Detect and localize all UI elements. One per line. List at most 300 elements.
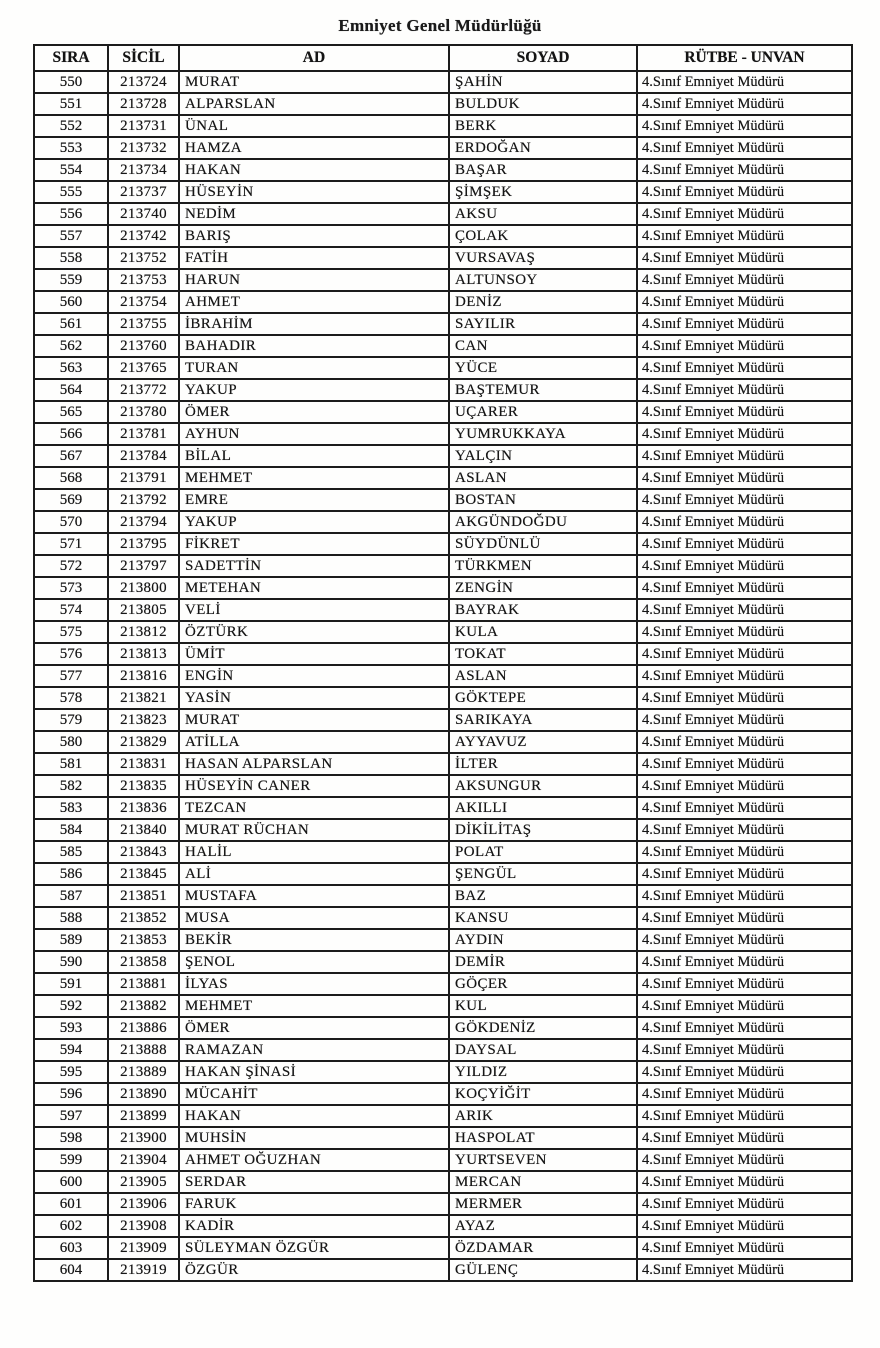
cell-soyad: GÖKDENİZ: [449, 1017, 637, 1039]
cell-sicil: 213904: [108, 1149, 179, 1171]
cell-sira: 598: [34, 1127, 108, 1149]
cell-rutbe: 4.Sınıf Emniyet Müdürü: [637, 1171, 852, 1193]
cell-sira: 595: [34, 1061, 108, 1083]
cell-ad: HAKAN ŞİNASİ: [179, 1061, 449, 1083]
cell-sira: 561: [34, 313, 108, 335]
cell-ad: TEZCAN: [179, 797, 449, 819]
table-row: [34, 159, 852, 181]
cell-sira: 580: [34, 731, 108, 753]
cell-sicil: 213853: [108, 929, 179, 951]
cell-rutbe: 4.Sınıf Emniyet Müdürü: [637, 599, 852, 621]
table-row: [34, 401, 852, 423]
cell-rutbe: 4.Sınıf Emniyet Müdürü: [637, 379, 852, 401]
column-header-sira: SIRA: [34, 45, 108, 71]
cell-sira: 560: [34, 291, 108, 313]
table-row: [34, 291, 852, 313]
cell-sicil: 213797: [108, 555, 179, 577]
cell-sicil: 213843: [108, 841, 179, 863]
cell-soyad: KUL: [449, 995, 637, 1017]
cell-sira: 578: [34, 687, 108, 709]
cell-sicil: 213900: [108, 1127, 179, 1149]
cell-soyad: BAŞAR: [449, 159, 637, 181]
cell-sira: 554: [34, 159, 108, 181]
cell-rutbe: 4.Sınıf Emniyet Müdürü: [637, 753, 852, 775]
cell-sicil: 213840: [108, 819, 179, 841]
cell-sira: 602: [34, 1215, 108, 1237]
cell-sicil: 213821: [108, 687, 179, 709]
cell-soyad: ALTUNSOY: [449, 269, 637, 291]
table-row: [34, 1061, 852, 1083]
cell-soyad: DİKİLİTAŞ: [449, 819, 637, 841]
cell-soyad: KANSU: [449, 907, 637, 929]
table-row: [34, 445, 852, 467]
header-row: [34, 45, 852, 71]
cell-sira: 572: [34, 555, 108, 577]
cell-rutbe: 4.Sınıf Emniyet Müdürü: [637, 819, 852, 841]
cell-sicil: 213886: [108, 1017, 179, 1039]
cell-sicil: 213889: [108, 1061, 179, 1083]
cell-rutbe: 4.Sınıf Emniyet Müdürü: [637, 1149, 852, 1171]
cell-sira: 590: [34, 951, 108, 973]
cell-sira: 576: [34, 643, 108, 665]
cell-soyad: CAN: [449, 335, 637, 357]
cell-soyad: ARIK: [449, 1105, 637, 1127]
cell-rutbe: 4.Sınıf Emniyet Müdürü: [637, 181, 852, 203]
table-row: [34, 731, 852, 753]
cell-rutbe: 4.Sınıf Emniyet Müdürü: [637, 907, 852, 929]
cell-sira: 566: [34, 423, 108, 445]
cell-sicil: 213792: [108, 489, 179, 511]
cell-soyad: ERDOĞAN: [449, 137, 637, 159]
table-body: [34, 71, 852, 1281]
cell-ad: HÜSEYİN: [179, 181, 449, 203]
cell-sira: 586: [34, 863, 108, 885]
cell-sira: 582: [34, 775, 108, 797]
cell-sicil: 213835: [108, 775, 179, 797]
cell-ad: AHMET: [179, 291, 449, 313]
cell-rutbe: 4.Sınıf Emniyet Müdürü: [637, 511, 852, 533]
cell-soyad: BAŞTEMUR: [449, 379, 637, 401]
table-row: [34, 577, 852, 599]
cell-sira: 596: [34, 1083, 108, 1105]
cell-ad: MURAT: [179, 71, 449, 93]
cell-rutbe: 4.Sınıf Emniyet Müdürü: [637, 797, 852, 819]
cell-rutbe: 4.Sınıf Emniyet Müdürü: [637, 1083, 852, 1105]
cell-sira: 587: [34, 885, 108, 907]
cell-ad: ŞENOL: [179, 951, 449, 973]
table-row: [34, 269, 852, 291]
cell-ad: ALİ: [179, 863, 449, 885]
table-row: [34, 775, 852, 797]
cell-rutbe: 4.Sınıf Emniyet Müdürü: [637, 1259, 852, 1281]
table-row: [34, 555, 852, 577]
cell-ad: BİLAL: [179, 445, 449, 467]
cell-ad: MURAT RÜCHAN: [179, 819, 449, 841]
cell-rutbe: 4.Sınıf Emniyet Müdürü: [637, 225, 852, 247]
cell-sicil: 213784: [108, 445, 179, 467]
table-row: [34, 863, 852, 885]
cell-sira: 571: [34, 533, 108, 555]
cell-sicil: 213905: [108, 1171, 179, 1193]
cell-sicil: 213772: [108, 379, 179, 401]
cell-ad: MURAT: [179, 709, 449, 731]
table-row: [34, 1237, 852, 1259]
cell-rutbe: 4.Sınıf Emniyet Müdürü: [637, 445, 852, 467]
cell-ad: HÜSEYİN CANER: [179, 775, 449, 797]
cell-rutbe: 4.Sınıf Emniyet Müdürü: [637, 973, 852, 995]
cell-sira: 597: [34, 1105, 108, 1127]
cell-sira: 562: [34, 335, 108, 357]
cell-ad: İLYAS: [179, 973, 449, 995]
cell-soyad: KOÇYİĞİT: [449, 1083, 637, 1105]
cell-ad: NEDİM: [179, 203, 449, 225]
cell-sira: 599: [34, 1149, 108, 1171]
cell-sira: 569: [34, 489, 108, 511]
table-row: [34, 797, 852, 819]
cell-rutbe: 4.Sınıf Emniyet Müdürü: [637, 1039, 852, 1061]
cell-soyad: SAYILIR: [449, 313, 637, 335]
cell-rutbe: 4.Sınıf Emniyet Müdürü: [637, 885, 852, 907]
cell-ad: YAKUP: [179, 379, 449, 401]
cell-sira: 600: [34, 1171, 108, 1193]
cell-ad: YASİN: [179, 687, 449, 709]
cell-soyad: AKILLI: [449, 797, 637, 819]
cell-sicil: 213906: [108, 1193, 179, 1215]
table-row: [34, 181, 852, 203]
cell-soyad: BULDUK: [449, 93, 637, 115]
cell-soyad: AYAZ: [449, 1215, 637, 1237]
cell-sicil: 213780: [108, 401, 179, 423]
cell-rutbe: 4.Sınıf Emniyet Müdürü: [637, 71, 852, 93]
table-row: [34, 335, 852, 357]
table-row: [34, 951, 852, 973]
cell-ad: ALPARSLAN: [179, 93, 449, 115]
cell-ad: SADETTİN: [179, 555, 449, 577]
table-row: [34, 1039, 852, 1061]
cell-sicil: 213812: [108, 621, 179, 643]
cell-soyad: ŞENGÜL: [449, 863, 637, 885]
cell-rutbe: 4.Sınıf Emniyet Müdürü: [637, 115, 852, 137]
cell-sicil: 213816: [108, 665, 179, 687]
cell-rutbe: 4.Sınıf Emniyet Müdürü: [637, 159, 852, 181]
cell-rutbe: 4.Sınıf Emniyet Müdürü: [637, 137, 852, 159]
cell-sicil: 213831: [108, 753, 179, 775]
table-row: [34, 1149, 852, 1171]
table-row: [34, 467, 852, 489]
cell-sicil: 213858: [108, 951, 179, 973]
table-row: [34, 907, 852, 929]
cell-rutbe: 4.Sınıf Emniyet Müdürü: [637, 731, 852, 753]
table-row: [34, 247, 852, 269]
cell-rutbe: 4.Sınıf Emniyet Müdürü: [637, 203, 852, 225]
cell-soyad: VURSAVAŞ: [449, 247, 637, 269]
cell-soyad: BERK: [449, 115, 637, 137]
cell-soyad: GÖKTEPE: [449, 687, 637, 709]
cell-sira: 550: [34, 71, 108, 93]
cell-sicil: 213781: [108, 423, 179, 445]
table-row: [34, 1259, 852, 1281]
cell-sicil: 213851: [108, 885, 179, 907]
cell-soyad: HASPOLAT: [449, 1127, 637, 1149]
cell-ad: ÜNAL: [179, 115, 449, 137]
cell-rutbe: 4.Sınıf Emniyet Müdürü: [637, 357, 852, 379]
table-row: [34, 1083, 852, 1105]
cell-soyad: DENİZ: [449, 291, 637, 313]
cell-rutbe: 4.Sınıf Emniyet Müdürü: [637, 1105, 852, 1127]
cell-sicil: 213836: [108, 797, 179, 819]
table-row: [34, 203, 852, 225]
cell-ad: HAKAN: [179, 159, 449, 181]
cell-soyad: BOSTAN: [449, 489, 637, 511]
cell-sicil: 213845: [108, 863, 179, 885]
table-row: [34, 929, 852, 951]
cell-rutbe: 4.Sınıf Emniyet Müdürü: [637, 1237, 852, 1259]
cell-sicil: 213805: [108, 599, 179, 621]
cell-soyad: YALÇIN: [449, 445, 637, 467]
cell-sira: 559: [34, 269, 108, 291]
cell-sicil: 213754: [108, 291, 179, 313]
cell-rutbe: 4.Sınıf Emniyet Müdürü: [637, 775, 852, 797]
cell-ad: AHMET OĞUZHAN: [179, 1149, 449, 1171]
cell-sira: 589: [34, 929, 108, 951]
table-row: [34, 1193, 852, 1215]
cell-rutbe: 4.Sınıf Emniyet Müdürü: [637, 313, 852, 335]
table-row: [34, 885, 852, 907]
cell-sira: 583: [34, 797, 108, 819]
column-header-rutbe-unvan: RÜTBE - UNVAN: [637, 45, 852, 71]
column-header-soyad: SOYAD: [449, 45, 637, 71]
cell-soyad: YÜCE: [449, 357, 637, 379]
table-row: [34, 93, 852, 115]
cell-rutbe: 4.Sınıf Emniyet Müdürü: [637, 93, 852, 115]
cell-ad: HARUN: [179, 269, 449, 291]
cell-soyad: SÜYDÜNLÜ: [449, 533, 637, 555]
cell-ad: AYHUN: [179, 423, 449, 445]
cell-rutbe: 4.Sınıf Emniyet Müdürü: [637, 401, 852, 423]
cell-sicil: 213740: [108, 203, 179, 225]
cell-soyad: MERCAN: [449, 1171, 637, 1193]
cell-sira: 579: [34, 709, 108, 731]
cell-sira: 575: [34, 621, 108, 643]
table-row: [34, 643, 852, 665]
cell-ad: RAMAZAN: [179, 1039, 449, 1061]
cell-soyad: SARIKAYA: [449, 709, 637, 731]
cell-ad: SERDAR: [179, 1171, 449, 1193]
cell-ad: MEHMET: [179, 467, 449, 489]
cell-sira: 567: [34, 445, 108, 467]
cell-ad: YAKUP: [179, 511, 449, 533]
cell-soyad: İLTER: [449, 753, 637, 775]
cell-sira: 553: [34, 137, 108, 159]
cell-sicil: 213742: [108, 225, 179, 247]
cell-soyad: GÖÇER: [449, 973, 637, 995]
cell-ad: MÜCAHİT: [179, 1083, 449, 1105]
cell-ad: HALİL: [179, 841, 449, 863]
cell-sira: 563: [34, 357, 108, 379]
cell-rutbe: 4.Sınıf Emniyet Müdürü: [637, 687, 852, 709]
cell-soyad: ÇOLAK: [449, 225, 637, 247]
cell-rutbe: 4.Sınıf Emniyet Müdürü: [637, 467, 852, 489]
cell-sicil: 213899: [108, 1105, 179, 1127]
table-row: [34, 1215, 852, 1237]
cell-soyad: BAZ: [449, 885, 637, 907]
cell-sicil: 213882: [108, 995, 179, 1017]
cell-soyad: DEMİR: [449, 951, 637, 973]
cell-ad: SÜLEYMAN ÖZGÜR: [179, 1237, 449, 1259]
cell-rutbe: 4.Sınıf Emniyet Müdürü: [637, 841, 852, 863]
table-row: [34, 819, 852, 841]
cell-ad: VELİ: [179, 599, 449, 621]
cell-soyad: ŞİMŞEK: [449, 181, 637, 203]
cell-ad: BEKİR: [179, 929, 449, 951]
cell-soyad: AKSUNGUR: [449, 775, 637, 797]
cell-sira: 557: [34, 225, 108, 247]
cell-sicil: 213881: [108, 973, 179, 995]
cell-sicil: 213813: [108, 643, 179, 665]
cell-ad: KADİR: [179, 1215, 449, 1237]
cell-ad: TURAN: [179, 357, 449, 379]
cell-rutbe: 4.Sınıf Emniyet Müdürü: [637, 995, 852, 1017]
cell-ad: HAKAN: [179, 1105, 449, 1127]
cell-sira: 584: [34, 819, 108, 841]
cell-rutbe: 4.Sınıf Emniyet Müdürü: [637, 665, 852, 687]
cell-soyad: DAYSAL: [449, 1039, 637, 1061]
cell-sira: 585: [34, 841, 108, 863]
cell-sira: 558: [34, 247, 108, 269]
cell-sicil: 213909: [108, 1237, 179, 1259]
cell-sicil: 213734: [108, 159, 179, 181]
cell-rutbe: 4.Sınıf Emniyet Müdürü: [637, 247, 852, 269]
cell-sicil: 213829: [108, 731, 179, 753]
table-row: [34, 533, 852, 555]
table-row: [34, 599, 852, 621]
page-title: Emniyet Genel Müdürlüğü: [338, 16, 542, 35]
cell-rutbe: 4.Sınıf Emniyet Müdürü: [637, 555, 852, 577]
cell-rutbe: 4.Sınıf Emniyet Müdürü: [637, 1061, 852, 1083]
cell-sira: 577: [34, 665, 108, 687]
table-row: [34, 995, 852, 1017]
cell-sicil: 213795: [108, 533, 179, 555]
table-row: [34, 1171, 852, 1193]
cell-rutbe: 4.Sınıf Emniyet Müdürü: [637, 709, 852, 731]
table-row: [34, 841, 852, 863]
table-row: [34, 71, 852, 93]
cell-ad: HASAN ALPARSLAN: [179, 753, 449, 775]
cell-soyad: ÖZDAMAR: [449, 1237, 637, 1259]
cell-sicil: 213890: [108, 1083, 179, 1105]
cell-ad: FİKRET: [179, 533, 449, 555]
table-row: [34, 115, 852, 137]
table-row: [34, 621, 852, 643]
cell-sira: 581: [34, 753, 108, 775]
cell-soyad: BAYRAK: [449, 599, 637, 621]
cell-ad: ÜMİT: [179, 643, 449, 665]
cell-sicil: 213732: [108, 137, 179, 159]
cell-rutbe: 4.Sınıf Emniyet Müdürü: [637, 1127, 852, 1149]
cell-rutbe: 4.Sınıf Emniyet Müdürü: [637, 577, 852, 599]
cell-ad: ATİLLA: [179, 731, 449, 753]
cell-ad: ÖZGÜR: [179, 1259, 449, 1281]
cell-rutbe: 4.Sınıf Emniyet Müdürü: [637, 929, 852, 951]
cell-sira: 564: [34, 379, 108, 401]
cell-sira: 555: [34, 181, 108, 203]
column-header-sicil: SİCİL: [108, 45, 179, 71]
cell-sira: 601: [34, 1193, 108, 1215]
cell-sicil: 213794: [108, 511, 179, 533]
cell-ad: MEHMET: [179, 995, 449, 1017]
cell-ad: MUHSİN: [179, 1127, 449, 1149]
cell-ad: MUSTAFA: [179, 885, 449, 907]
cell-ad: ÖZTÜRK: [179, 621, 449, 643]
cell-rutbe: 4.Sınıf Emniyet Müdürü: [637, 1215, 852, 1237]
table-row: [34, 379, 852, 401]
cell-soyad: ASLAN: [449, 665, 637, 687]
column-header-ad: AD: [179, 45, 449, 71]
cell-soyad: AYYAVUZ: [449, 731, 637, 753]
cell-soyad: AKSU: [449, 203, 637, 225]
cell-soyad: MERMER: [449, 1193, 637, 1215]
cell-rutbe: 4.Sınıf Emniyet Müdürü: [637, 335, 852, 357]
table-row: [34, 313, 852, 335]
cell-sicil: 213765: [108, 357, 179, 379]
cell-ad: MUSA: [179, 907, 449, 929]
cell-sicil: 213737: [108, 181, 179, 203]
cell-sicil: 213724: [108, 71, 179, 93]
cell-soyad: AYDIN: [449, 929, 637, 951]
table-row: [34, 709, 852, 731]
cell-sira: 565: [34, 401, 108, 423]
cell-rutbe: 4.Sınıf Emniyet Müdürü: [637, 269, 852, 291]
cell-sicil: 213791: [108, 467, 179, 489]
table-row: [34, 511, 852, 533]
cell-sira: 593: [34, 1017, 108, 1039]
cell-soyad: ASLAN: [449, 467, 637, 489]
table-row: [34, 1127, 852, 1149]
cell-soyad: TOKAT: [449, 643, 637, 665]
cell-rutbe: 4.Sınıf Emniyet Müdürü: [637, 1193, 852, 1215]
cell-sicil: 213731: [108, 115, 179, 137]
cell-soyad: YUMRUKKAYA: [449, 423, 637, 445]
cell-sira: 591: [34, 973, 108, 995]
cell-ad: FARUK: [179, 1193, 449, 1215]
cell-rutbe: 4.Sınıf Emniyet Müdürü: [637, 291, 852, 313]
cell-sira: 588: [34, 907, 108, 929]
cell-sira: 570: [34, 511, 108, 533]
table-row: [34, 973, 852, 995]
cell-soyad: UÇARER: [449, 401, 637, 423]
cell-ad: BARIŞ: [179, 225, 449, 247]
cell-sira: 568: [34, 467, 108, 489]
cell-rutbe: 4.Sınıf Emniyet Müdürü: [637, 1017, 852, 1039]
cell-ad: ÖMER: [179, 1017, 449, 1039]
cell-soyad: POLAT: [449, 841, 637, 863]
cell-ad: ÖMER: [179, 401, 449, 423]
cell-sira: 556: [34, 203, 108, 225]
cell-soyad: ZENGİN: [449, 577, 637, 599]
cell-soyad: ŞAHİN: [449, 71, 637, 93]
cell-sicil: 213908: [108, 1215, 179, 1237]
cell-soyad: AKGÜNDOĞDU: [449, 511, 637, 533]
cell-soyad: KULA: [449, 621, 637, 643]
table-row: [34, 137, 852, 159]
cell-sira: 551: [34, 93, 108, 115]
table-row: [34, 225, 852, 247]
cell-ad: ENGİN: [179, 665, 449, 687]
cell-sira: 574: [34, 599, 108, 621]
cell-sicil: 213755: [108, 313, 179, 335]
cell-sicil: 213919: [108, 1259, 179, 1281]
table-row: [34, 423, 852, 445]
